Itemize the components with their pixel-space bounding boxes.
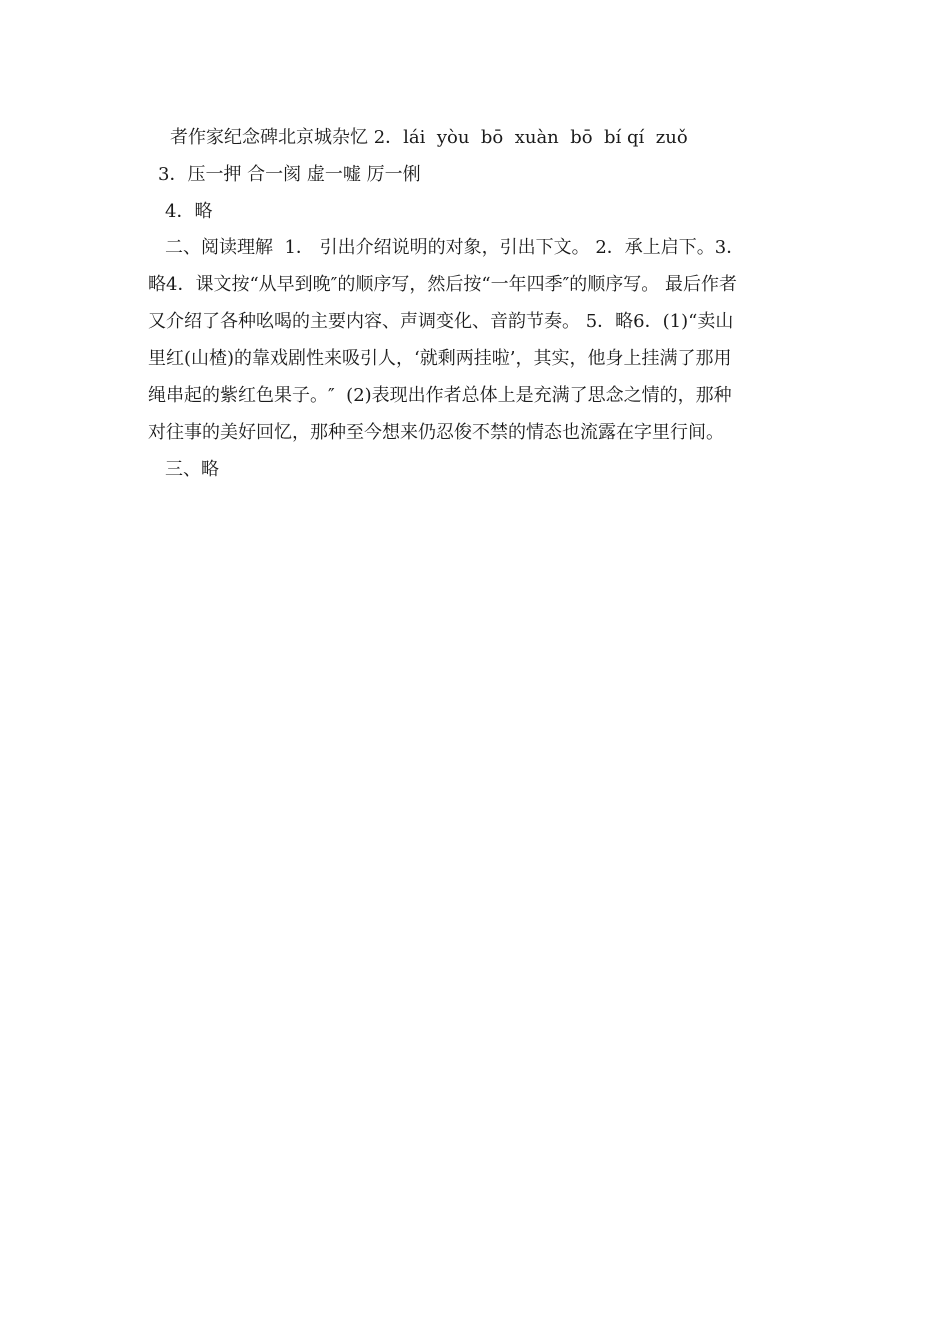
answer-line-8: 绳串起的紫红色果子。″ (2)表现出作者总体上是充满了思念之情的，那种 xyxy=(148,385,732,406)
answer-line-5: 略4．课文按“从早到晚″的顺序写，然后按“一年四季″的顺序写。 最后作者 xyxy=(148,274,738,295)
answer-line-1: 者作家纪念碑北京城杂忆 2．lái yòu bō xuàn bō bí qí zuǒ xyxy=(170,127,688,148)
section-reading-heading-line: 二、阅读理解 1． 引出介绍说明的对象，引出下文。 2．承上启下。3． xyxy=(165,237,745,258)
answer-line-7: 里红(山楂)的靠戏剧性来吸引人，‘就剩两挂啦’，其实，他身上挂满了那用 xyxy=(148,348,732,369)
answer-line-2: 3．压一押 合一阂 虚一嘘 厉一俐 xyxy=(158,164,421,185)
answer-line-6: 又介绍了各种吆喝的主要内容、声调变化、音韵节奏。 5．略6．(1)“卖山 xyxy=(148,311,734,332)
answer-line-3: 4．略 xyxy=(165,201,213,222)
section-three-line: 三、略 xyxy=(165,459,219,480)
answer-line-9: 对往事的美好回忆，那种至今想来仍忍俊不禁的情态也流露在字里行间。 xyxy=(148,422,724,443)
